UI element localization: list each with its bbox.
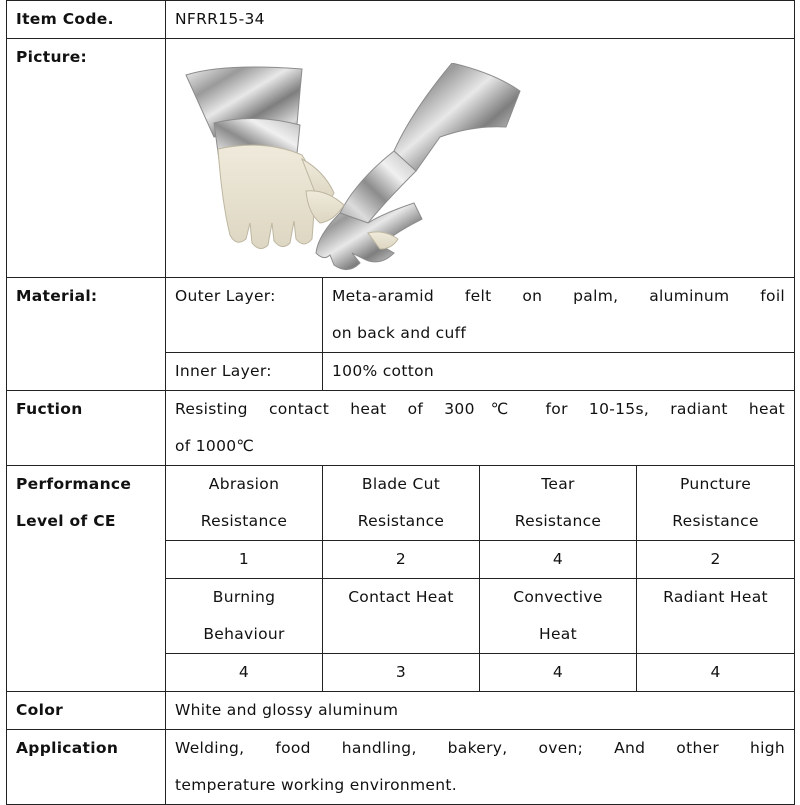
item-code-label: Item Code. <box>7 1 166 39</box>
outer-layer-label: Outer Layer: <box>166 278 323 353</box>
aluminized-heat-resistant-gloves-image <box>184 63 524 273</box>
color-label: Color <box>7 692 166 730</box>
abrasion-resistance-header: Abrasion Resistance <box>166 466 323 541</box>
abrasion-resistance-value: 1 <box>166 541 323 579</box>
performance-label: Performance Level of CE <box>7 466 166 692</box>
spec-table <box>6 0 795 805</box>
performance-header-row-1 <box>7 466 795 541</box>
puncture-resistance-header: Puncture Resistance <box>637 466 795 541</box>
item-code-row <box>7 1 795 39</box>
inner-layer-label: Inner Layer: <box>166 353 323 391</box>
material-label: Material: <box>7 278 166 391</box>
material-outer-row <box>7 278 795 353</box>
fuction-row <box>7 391 795 466</box>
color-row <box>7 692 795 730</box>
color-value: White and glossy aluminum <box>166 692 795 730</box>
tear-resistance-value: 4 <box>480 541 637 579</box>
convective-heat-value: 4 <box>480 654 637 692</box>
application-label: Application <box>7 730 166 805</box>
fuction-label: Fuction <box>7 391 166 466</box>
radiant-heat-value: 4 <box>637 654 795 692</box>
spec-sheet <box>6 0 794 798</box>
inner-layer-value: 100% cotton <box>323 353 795 391</box>
burning-behaviour-header: Burning Behaviour <box>166 579 323 654</box>
picture-label: Picture: <box>7 39 166 278</box>
contact-heat-value: 3 <box>323 654 480 692</box>
item-code-value: NFRR15-34 <box>166 1 795 39</box>
blade-cut-resistance-header: Blade Cut Resistance <box>323 466 480 541</box>
puncture-resistance-value: 2 <box>637 541 795 579</box>
application-value: Welding, food handling, bakery, oven; And other high temperature working environment. <box>166 730 795 805</box>
outer-layer-value: Meta-aramid felt on palm, aluminum foil on back and cuff <box>323 278 795 353</box>
picture-cell <box>166 39 795 278</box>
contact-heat-header: Contact Heat <box>323 579 480 654</box>
application-row <box>7 730 795 805</box>
tear-resistance-header: Tear Resistance <box>480 466 637 541</box>
blade-cut-resistance-value: 2 <box>323 541 480 579</box>
convective-heat-header: Convective Heat <box>480 579 637 654</box>
burning-behaviour-value: 4 <box>166 654 323 692</box>
fuction-value: Resisting contact heat of 300℃ for 10-15s, radiant heat of 1000℃ <box>166 391 795 466</box>
picture-row <box>7 39 795 278</box>
radiant-heat-header: Radiant Heat <box>637 579 795 654</box>
